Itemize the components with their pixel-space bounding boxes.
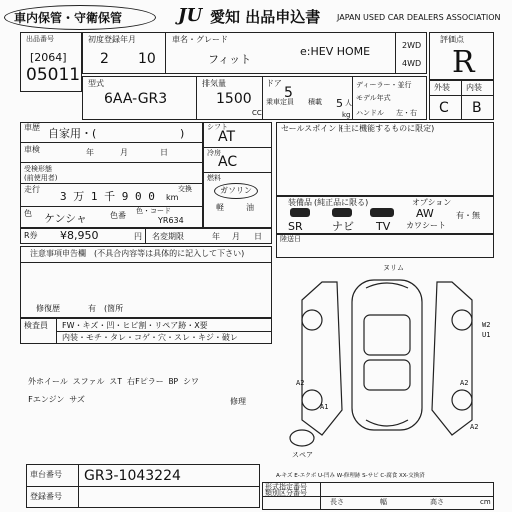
grade: e:HEV HOME: [300, 45, 371, 58]
exterior-label: 外装: [434, 83, 450, 92]
prev-use-label: 受検形態: [24, 165, 52, 173]
fuel-diesel: 軽: [216, 203, 224, 212]
fuel-label: 燃料: [207, 174, 221, 182]
equip-sr: SR: [288, 220, 303, 233]
fuel-gasoline: ガソリン: [220, 186, 252, 195]
recycle-label: R券: [24, 231, 38, 240]
recycle-unit: 円: [134, 232, 142, 241]
chassis-label: 車台番号: [30, 470, 62, 479]
lot-label: 出品番号: [26, 35, 54, 43]
usage-label: 車歴: [24, 123, 40, 132]
color-number-label: 色番: [110, 211, 126, 220]
inspector-label: 検査員: [24, 321, 48, 330]
usage-value: 自家用・(: [48, 127, 97, 140]
color-code: YR634: [158, 216, 184, 225]
damage-mark-6: A2: [470, 423, 479, 431]
repair-label: 修復歴: [36, 304, 60, 313]
sales-points-box: [276, 122, 494, 196]
size-length: 長さ: [330, 498, 344, 506]
grade-label: 評価点: [440, 35, 464, 44]
options-value: 有・無: [456, 211, 480, 220]
name-grade-label: 車名・グレード: [172, 35, 228, 44]
handwritten-note-1: 外ホイール スファル スT 右Fピラー BP シワ: [28, 377, 200, 386]
damage-legend: A-キズ E-エクボ U-凹み W-修理跡 S-サビ C-腐食 XX-交換済: [276, 473, 425, 479]
equip-navi: ナビ: [332, 220, 354, 233]
aircon-value: AC: [218, 154, 238, 170]
shift-label: シフト: [207, 123, 228, 131]
load-label: 積載: [308, 98, 322, 106]
prev-use-value: (前使用者): [24, 174, 58, 182]
reg-year: 2: [100, 51, 109, 67]
damage-mark-1: A2: [296, 379, 305, 387]
interior-label: 内装: [466, 83, 482, 92]
reg-month: 10: [138, 51, 156, 67]
doors-label: ドア: [266, 79, 282, 88]
notes-label: 注意事項申告欄: [30, 249, 86, 258]
inspection-month: 月: [120, 148, 128, 157]
car-name: フィット: [208, 53, 252, 66]
document-title: 愛知 出品申込書: [210, 8, 321, 26]
seats: 5: [336, 97, 343, 110]
grade-score: R: [452, 45, 475, 80]
model: 6AA-GR3: [104, 91, 168, 107]
inspector-row1: FW・キズ・凹・ヒビ割・リペア跡・X要: [62, 321, 208, 330]
mileage-note: 交換: [178, 185, 192, 193]
usage-close: ): [180, 127, 185, 140]
power-steering-icon: [332, 208, 352, 217]
change-month: 月: [232, 232, 240, 241]
model-label: 型式: [88, 79, 104, 88]
color-code-label: 色・コード: [136, 207, 171, 215]
equip-leather-seat: カワシート: [406, 221, 446, 230]
damage-mark-2: A1: [320, 403, 329, 411]
fuel-oil: 油: [246, 203, 254, 212]
displacement: 1500: [216, 91, 252, 107]
mileage-value: 3 万 1 千 9 0 0: [60, 190, 155, 203]
size-width: 幅: [380, 498, 387, 506]
doors: 5: [284, 85, 293, 101]
airbag-icon: [290, 208, 310, 217]
change-label: 名変期限: [152, 232, 184, 241]
equip-tv: TV: [376, 220, 391, 233]
ju-logo: JU: [178, 5, 203, 26]
damage-mark-3: W2: [482, 321, 491, 329]
interior-score: B: [472, 100, 482, 116]
kg-unit: kg: [342, 111, 351, 119]
damage-mark-4: U1: [482, 331, 491, 339]
dealer-label: ディーラー・並行: [356, 81, 412, 89]
sales-points-label: セールスポイント: [281, 124, 345, 133]
change-year: 年: [212, 232, 220, 241]
size-height: 高さ: [430, 498, 444, 506]
options-text: オプション: [412, 198, 452, 207]
mileage-unit: km: [166, 193, 179, 202]
handwritten-note-3: 修理: [230, 397, 246, 406]
diagram-spare-label: スペア: [292, 451, 313, 459]
displacement-label: 排気量: [202, 79, 226, 88]
color-label: 色: [24, 209, 32, 218]
cc-unit: CC: [252, 109, 262, 117]
damage-mark-5: A2: [460, 379, 469, 387]
first-reg-label: 初度登録年月: [88, 35, 136, 44]
inspection-year: 年: [86, 148, 94, 157]
handle-value: 左・右: [396, 109, 417, 117]
repair-value: 有: [88, 304, 96, 313]
inspection-day: 日: [160, 148, 168, 157]
size-l2: 類別区分番号: [265, 489, 307, 497]
notes-note: (不具合内容等は具体的に記入して下さい): [94, 249, 245, 258]
aircon-label: 冷房: [207, 149, 221, 157]
power-window-icon: [370, 208, 394, 217]
seats-label: 乗車定員: [266, 98, 294, 106]
color-value: ケンシャ: [44, 212, 87, 225]
exterior-score: C: [439, 100, 449, 116]
lot-code: [2064]: [30, 51, 67, 64]
delivery-box: [276, 234, 494, 258]
diagram-top-label: ヌリム: [383, 264, 404, 272]
lot-number: 05011: [26, 65, 81, 85]
registration-label: 登録番号: [30, 492, 62, 501]
document-subtitle: JAPAN USED CAR DEALERS ASSOCIATION: [337, 13, 501, 22]
model-year-label: モデル年式: [356, 94, 391, 102]
inspection-label: 車検: [24, 145, 40, 154]
change-day: 日: [254, 232, 262, 241]
equipment-label: 装備品: [288, 198, 312, 207]
sales-points-note: (主に機能するものに限定): [340, 124, 435, 133]
repair-place: (箇所: [104, 304, 124, 313]
delivery-label: 陸送日: [280, 235, 301, 243]
drive-4wd: 4WD: [402, 59, 422, 68]
size-l1: 形式指定番号: [265, 483, 307, 491]
size-cm: cm: [480, 498, 491, 506]
shift-value: AT: [218, 129, 236, 145]
seats-unit: 人: [345, 99, 352, 107]
inspector-row2: 内装・モチ・タレ・コゲ・穴・スレ・キジ・破レ: [62, 333, 238, 342]
equip-aw: AW: [416, 207, 434, 220]
handle-label: ハンドル: [356, 109, 384, 117]
drive-2wd: 2WD: [402, 41, 422, 50]
mileage-label: 走行: [24, 185, 40, 194]
handwritten-note-2: Fエンジン サズ: [28, 395, 85, 404]
equipment-note: (純正品に限る): [314, 198, 369, 207]
chassis-number: GR3-1043224: [84, 468, 181, 484]
recycle-amount: ¥8,950: [60, 229, 99, 242]
storage-tag: 車内保管・守衛保管: [14, 11, 123, 25]
